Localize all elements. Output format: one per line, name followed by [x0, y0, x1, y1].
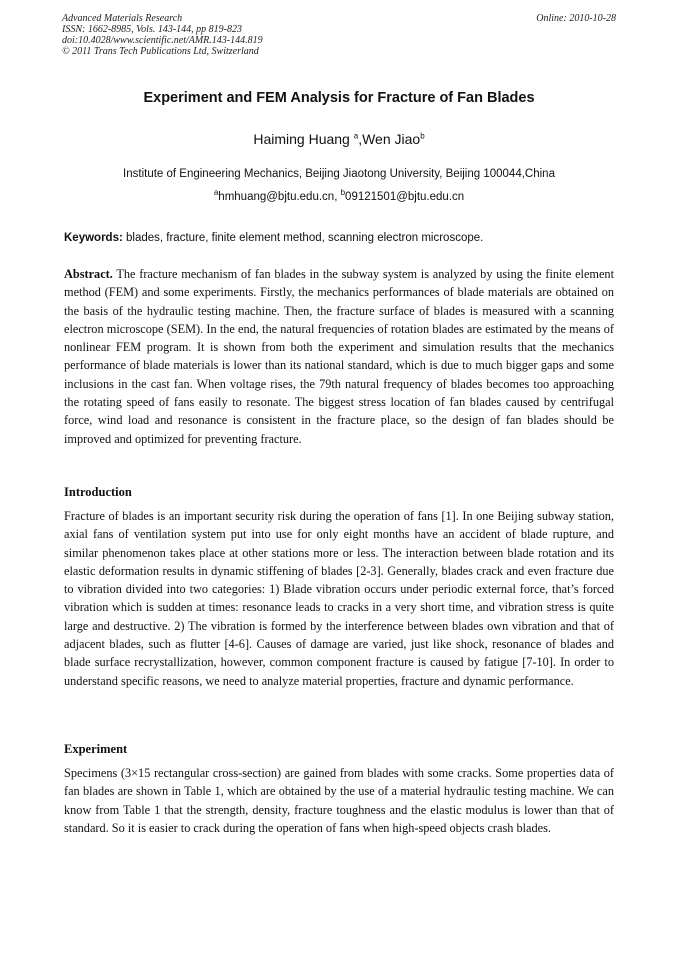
email-superscript: b: [340, 188, 346, 198]
section-heading-experiment: Experiment: [64, 742, 128, 756]
affiliation: Institute of Engineering Mechanics, Beijing Jiaotong University, Beijing 100044,China: [123, 168, 555, 180]
doi-line: doi:10.4028/www.scientific.net/AMR.143-144.819: [62, 35, 263, 46]
copyright-line: © 2011 Trans Tech Publications Ltd, Switzerland: [62, 46, 259, 57]
email-link[interactable]: hmhuang@bjtu.edu.cn,: [218, 191, 338, 203]
journal-name: Advanced Materials Research: [62, 13, 183, 24]
author-line: [0, 131, 678, 147]
abstract-label: Abstract.: [64, 267, 113, 281]
introduction-paragraph: Fracture of blades is an important security risk during the operation of fans [1]. In one Beijing subway station, axial fans of ventilation system put into use for only eight months have an accident of blade rupture, and similar phenomenon takes place at other stations more or less. The interaction between blade rotation and its elastic deformation results in dynamic stiffening of blades [2-3]. Generally, blades crack and even fracture due to vibration divided into two categories: 1) Blade vibration occurs under periodic external force, that’s forced vibration which is sudden at times: resonance leads to cracks in a very short time, and vibration stress is quite large and destructive. 2) The vibration is formed by the interference between blades own vibration and that of adjacent blades, such as flutter [4-6]. Causes of damage are varied, just like shock, resonance of blades and blade surface recrystallization, however, common component fracture is caused by fatigue [7-10]. In order to understand specific reasons, we need to analyze material properties, fracture and dynamic performance.: [64, 509, 614, 688]
keywords-text: blades, fracture, finite element method, scanning electron microscope.: [126, 232, 484, 244]
keywords-line: [64, 232, 616, 244]
author-superscript: a: [353, 131, 359, 141]
keywords-label: Keywords:: [64, 232, 123, 244]
section-heading-introduction: Introduction: [64, 485, 132, 499]
abstract-text: The fracture mechanism of fan blades in the subway system is analyzed by using the finite element method (FEM) and some experiments. Firstly, the mechanics performances of blade materials are obtained on the basis of the hydraulic testing machine. Then, the fracture surface of blades is measured with a scanning electron microscope (SEM). In the end, the natural frequencies of rotation blades are estimated by the means of nonlinear FEM program. It is shown from both the experiment and simulation results that the mechanics performance of blade materials is lower than its national standard, which is due to much bigger gaps and some inclusions in the cast fan. When voltage rises, the 79th natural frequency of blades becomes too approaching the rotating speed of fans easily to resonate. The biggest stress location of fan blades caused by centrifugal force, wind load and resonance is consistent in the fracture place, so the design of fan blades should be improved and optimized for preventing fracture.: [64, 267, 614, 446]
experiment-paragraph: Specimens (3×15 rectangular cross-section) are gained from blades with some cracks. Some properties data of fan blades are shown in Table 1, which are obtained by the use of a material hydraulic testing machine. We can know from Table 1 that the strength, density, fracture toughness and the elastic modulus is lower than that of standard. So it is easier to crack during the operation of fans when high-speed objects crash blades.: [64, 766, 614, 835]
author-superscript: b: [420, 131, 425, 141]
email-superscript: a: [213, 188, 219, 198]
author-name: Haiming Huang: [253, 131, 350, 147]
paper-title: Experiment and FEM Analysis for Fracture of Fan Blades: [143, 90, 535, 106]
online-date: Online: 2010-10-28: [536, 13, 616, 24]
issn-line: ISSN: 1662-8985, Vols. 143-144, pp 819-823: [62, 24, 242, 35]
email-link[interactable]: 09121501@bjtu.edu.cn: [345, 191, 465, 203]
publication-header: [62, 13, 616, 57]
author-name: ,Wen Jiao: [358, 131, 421, 147]
abstract-paragraph: [64, 265, 614, 448]
email-line: [0, 188, 678, 203]
